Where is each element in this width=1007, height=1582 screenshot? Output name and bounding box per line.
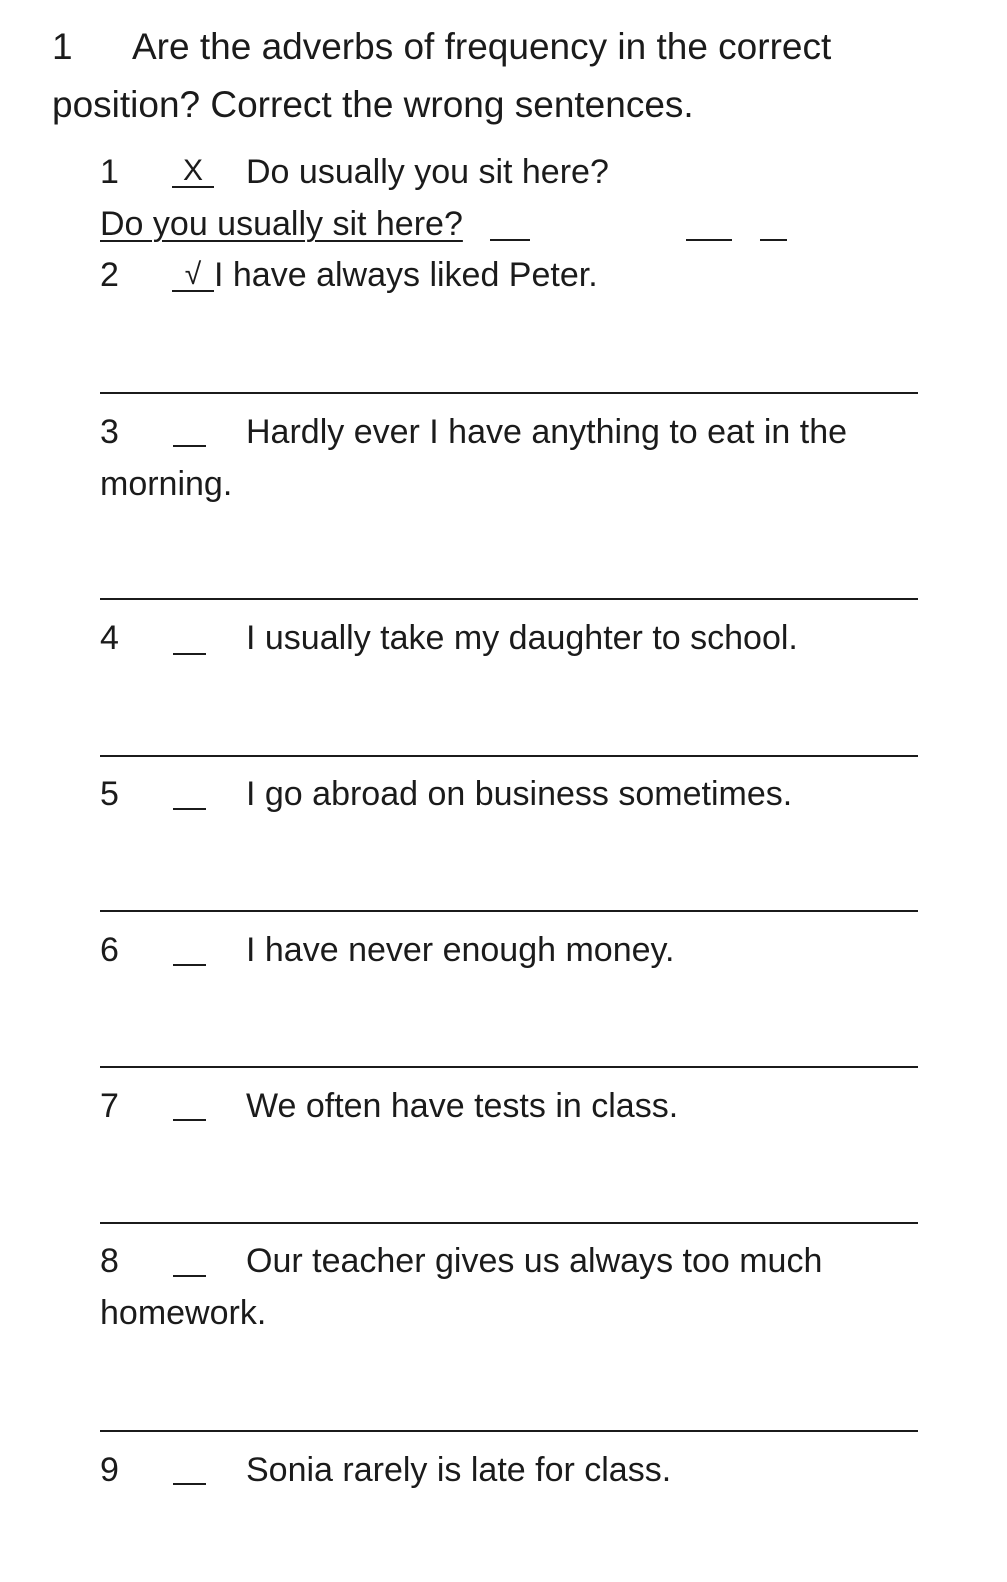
item-number: 1	[100, 153, 119, 191]
item-number: 6	[100, 931, 119, 969]
answer-line	[760, 239, 787, 241]
answer-line	[100, 910, 918, 912]
item-sentence-cont: morning.	[100, 465, 233, 503]
item-sentence: Sonia rarely is late for class.	[246, 1451, 672, 1489]
answer-line	[490, 239, 530, 241]
item-sentence: Do usually you sit here?	[246, 153, 609, 191]
answer-line	[100, 598, 918, 600]
item-sentence: I usually take my daughter to school.	[246, 619, 798, 657]
answer-line	[100, 392, 918, 394]
checkmark: √	[184, 258, 202, 291]
mark-blank	[173, 1119, 206, 1121]
mark-x: X	[182, 154, 203, 187]
exercise-number: 1	[52, 26, 73, 67]
item-sentence: I have always liked Peter.	[214, 256, 598, 294]
mark-blank	[173, 1275, 206, 1277]
mark-blank	[173, 964, 206, 966]
item-number: 8	[100, 1242, 119, 1280]
mark-blank	[173, 808, 206, 810]
item-sentence: We often have tests in class.	[246, 1087, 679, 1125]
item-number: 9	[100, 1451, 119, 1489]
answer-line	[100, 1430, 918, 1432]
exercise-instruction: Are the adverbs of frequency in the correct position? Correct the wrong sentences.	[52, 26, 832, 125]
item-sentence: Our teacher gives us always too much	[246, 1242, 823, 1280]
answer-line	[100, 755, 918, 757]
item-number: 5	[100, 775, 119, 813]
item-sentence: Hardly ever I have anything to eat in the	[246, 413, 848, 451]
answer-line	[686, 239, 732, 241]
exercise-heading	[52, 18, 972, 134]
item-number: 7	[100, 1087, 119, 1125]
item-sentence-cont: homework.	[100, 1294, 267, 1332]
mark-blank	[173, 1483, 206, 1485]
item-number: 3	[100, 413, 119, 451]
mark-blank	[173, 445, 206, 447]
answer-line	[100, 1222, 918, 1224]
item-number: 2	[100, 256, 119, 294]
item-sentence: I go abroad on business sometimes.	[246, 775, 793, 813]
item-sentence: I have never enough money.	[246, 931, 675, 969]
mark-blank	[173, 653, 206, 655]
item-answer: Do you usually sit here?	[100, 205, 463, 243]
answer-line	[100, 1066, 918, 1068]
item-number: 4	[100, 619, 119, 657]
